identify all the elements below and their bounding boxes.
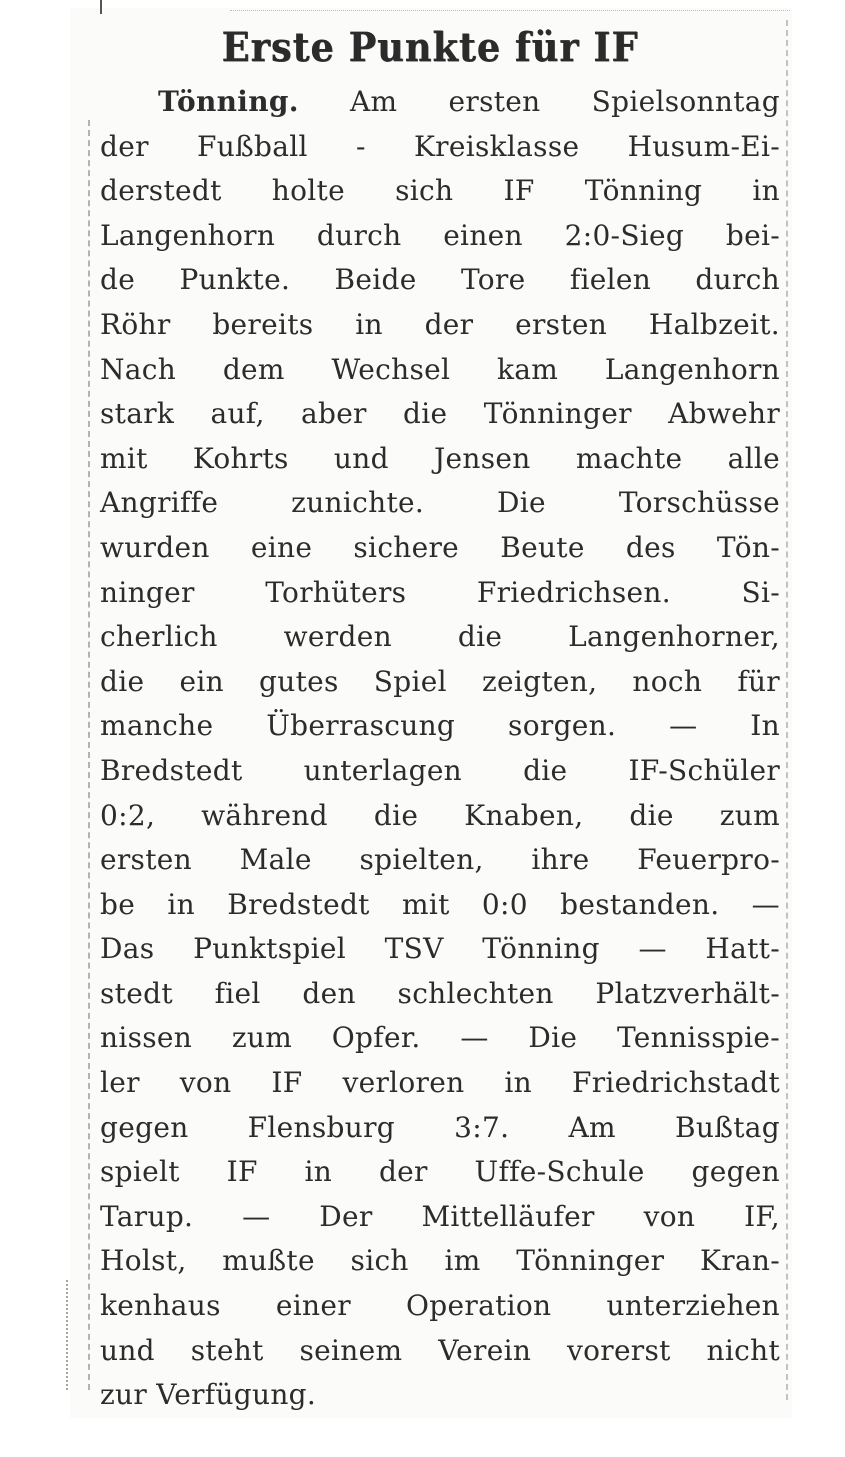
article-line: manche Überrascung sorgen. — In [100,709,780,743]
article-line: Röhr bereits in der ersten Halbzeit. [100,307,780,341]
article-line: kenhaus einer Operation unterziehen [100,1289,780,1323]
article-line: 0:2, während die Knaben, die zum [100,798,780,832]
article-line: Tarup. — Der Mittelläufer von IF, [100,1199,780,1233]
clipping-top-edge [230,10,790,13]
article-lead-word: Tönning. [158,85,299,118]
clipping-left-edge-lower [66,1280,70,1390]
article-line: be in Bredstedt mit 0:0 bestanden. — [100,887,780,921]
clipping-left-edge [88,120,93,1390]
article-line-text: Am ersten Spielsonntag [349,85,780,118]
article-line: ersten Male spielten, ihre Feuerpro- [100,843,780,877]
article-line: ler von IF verloren in Friedrichstadt [100,1066,780,1100]
article-line: nissen zum Opfer. — Die Tennisspie- [100,1021,780,1055]
article-line: Nach dem Wechsel kam Langenhorn [100,352,780,386]
article-line: gegen Flensburg 3:7. Am Bußtag [100,1110,780,1144]
article-body [100,80,780,1418]
article-line: stark auf, aber die Tönninger Abwehr [100,397,780,431]
article-headline: Erste Punkte für IF [221,24,639,71]
article-line: derstedt holte sich IF Tönning in [100,174,780,208]
article-line: Holst, mußte sich im Tönninger Kran- [100,1244,780,1278]
article-line: Das Punktspiel TSV Tönning — Hatt- [100,932,780,966]
article-line: ninger Torhüters Friedrichsen. Si- [100,575,780,609]
article-line: Bredstedt unterlagen die IF-Schüler [100,753,780,787]
scan-mark [100,0,102,14]
article-line: mit Kohrts und Jensen machte alle [100,441,780,475]
article-line: die ein gutes Spiel zeigten, noch für [100,664,780,698]
clipping-right-edge [786,20,791,1400]
article-line: stedt fiel den schlechten Platzverhält- [100,976,780,1010]
article-line-1 [100,80,780,125]
article-line: spielt IF in der Uffe-Schule gegen [100,1155,780,1189]
article-line: cherlich werden die Langenhorner, [100,620,780,654]
article-line: wurden eine sichere Beute des Tön- [100,530,780,564]
article-line: Angriffe zunichte. Die Torschüsse [100,486,780,520]
article-line: der Fußball - Kreisklasse Husum-Ei- [100,129,780,163]
article-line: de Punkte. Beide Tore fielen durch [100,263,780,297]
article-line-final: zur Verfügung. [100,1378,317,1412]
article-line: Langenhorn durch einen 2:0-Sieg bei- [100,218,780,252]
article-line: und steht seinem Verein vorerst nicht [100,1333,780,1367]
